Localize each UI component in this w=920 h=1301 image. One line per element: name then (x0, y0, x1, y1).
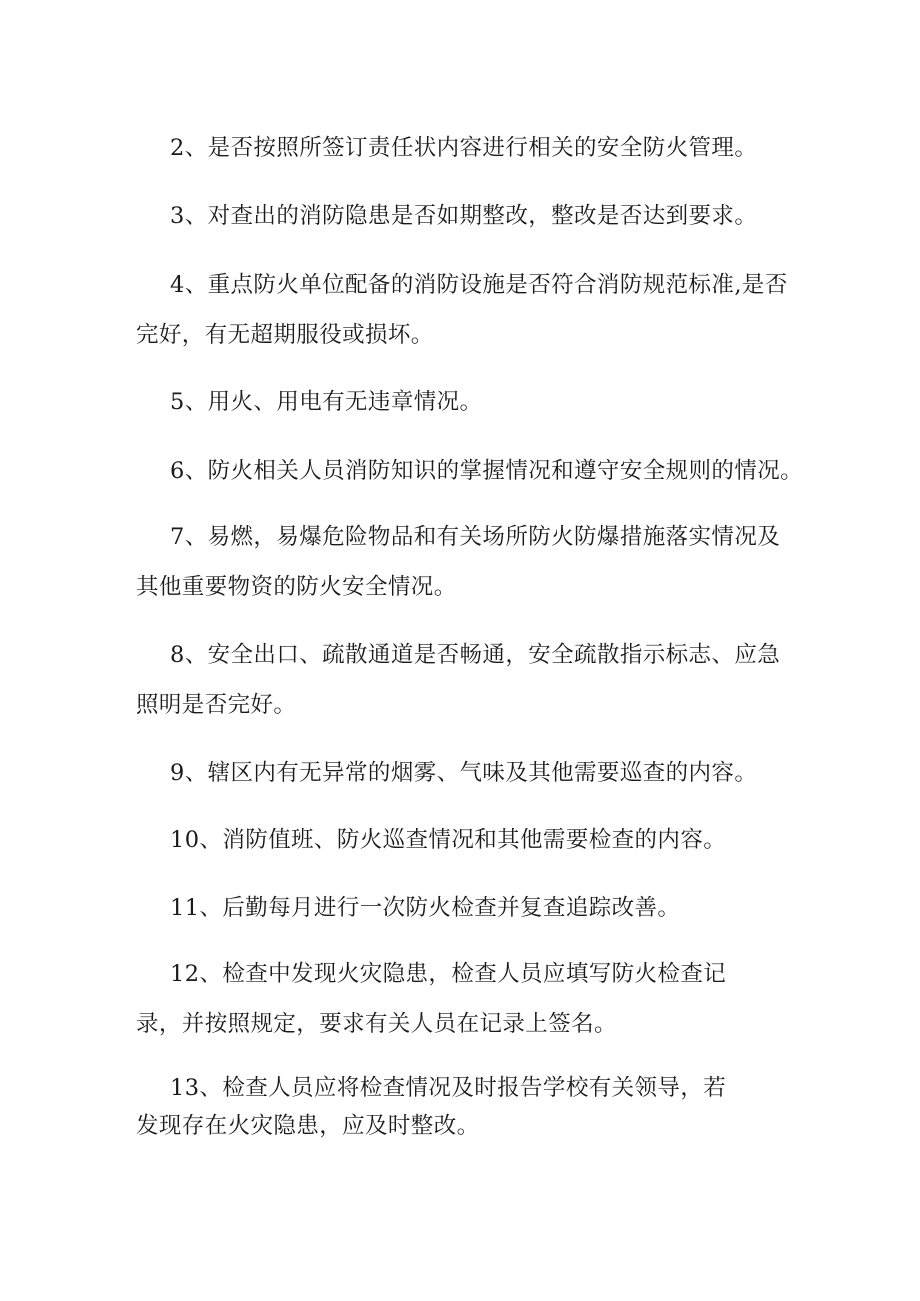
item-13-line-1: 13、检查人员应将检查情况及时报告学校有关领导，若 (170, 1075, 727, 1101)
item-5-line-1: 5、用火、用电有无违章情况。 (170, 389, 483, 415)
item-5 (136, 377, 816, 427)
item-7-line-1: 7、易燃，易爆危险物品和有关场所防火防爆措施落实情况及 (170, 524, 781, 550)
item-4-line-2: 完好，有无超期服役或损坏。 (136, 322, 434, 348)
item-4-line-1: 4、重点防火单位配备的消防设施是否符合消防规范标准,是否 (170, 272, 788, 298)
item-6 (136, 446, 816, 496)
item-2-line-1: 2、是否按照所签订责任状内容进行相关的安全防火管理。 (170, 135, 758, 161)
item-11-line-1: 11、后勤每月进行一次防火检查并复查追踪改善。 (170, 895, 681, 921)
item-13-line-2: 发现存在火灾隐患，应及时整改。 (136, 1113, 480, 1139)
item-10 (136, 815, 816, 865)
item-13 (136, 1069, 816, 1145)
item-6-line-1: 6、防火相关人员消防知识的掌握情况和遵守安全规则的情况。 (170, 458, 804, 484)
item-10-line-1: 10、消防值班、防火巡查情况和其他需要检查的内容。 (170, 827, 727, 853)
item-7 (136, 512, 816, 612)
item-12-line-1: 12、检查中发现火灾隐患，检查人员应填写防火检查记 (170, 961, 727, 987)
item-2 (136, 123, 816, 173)
item-3-line-1: 3、对查出的消防隐患是否如期整改，整改是否达到要求。 (170, 203, 758, 229)
item-12-line-2: 录，并按照规定，要求有关人员在记录上签名。 (136, 1011, 617, 1037)
item-8-line-1: 8、安全出口、疏散通道是否畅通，安全疏散指示标志、应急 (170, 642, 781, 668)
item-8 (136, 630, 816, 730)
item-11 (136, 883, 816, 933)
item-3 (136, 191, 816, 241)
item-12 (136, 949, 816, 1049)
item-9-line-1: 9、辖区内有无异常的烟雾、气味及其他需要巡查的内容。 (170, 760, 758, 786)
item-7-line-2: 其他重要物资的防火安全情况。 (136, 574, 457, 600)
item-9 (136, 748, 816, 798)
item-8-line-2: 照明是否完好。 (136, 692, 297, 718)
item-4 (136, 260, 816, 360)
